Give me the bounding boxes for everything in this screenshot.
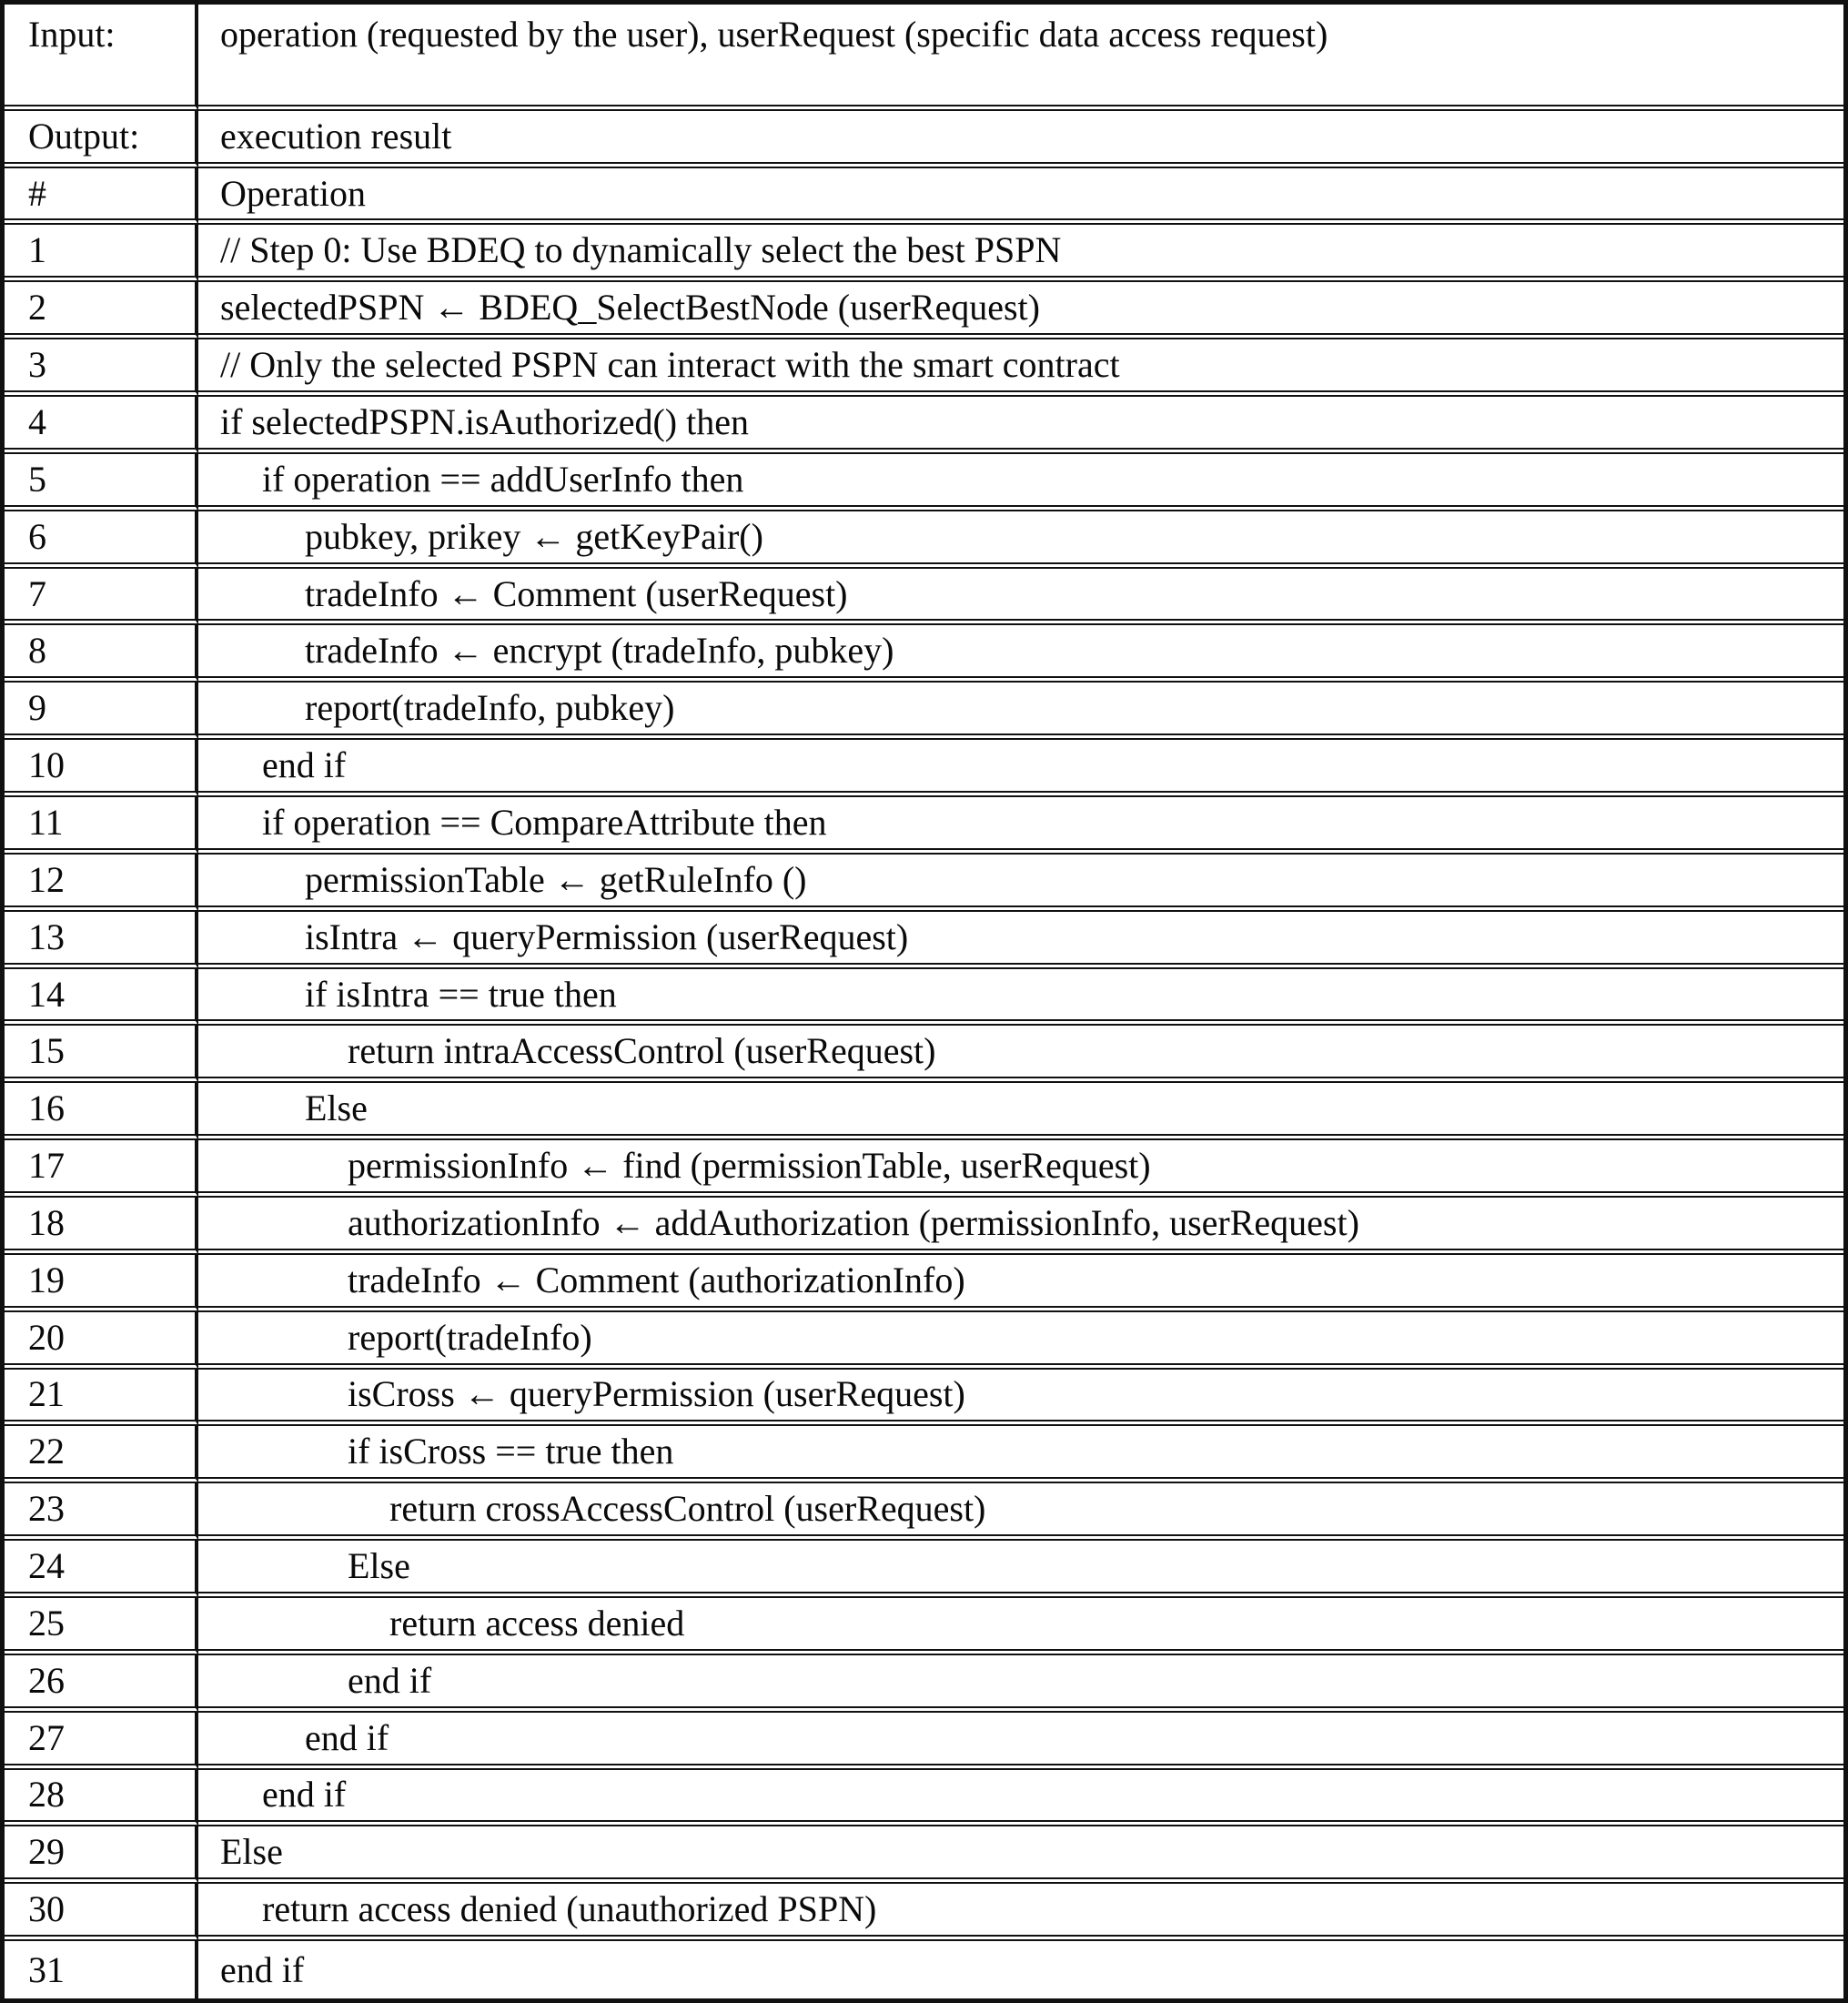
line-number-cell: 22 <box>5 1426 198 1483</box>
line-number-cell: 5 <box>5 454 198 511</box>
line-number-cell: 26 <box>5 1655 198 1713</box>
pseudocode-text-cell: Operation <box>198 168 1843 226</box>
pseudocode-text-cell: execution result <box>198 111 1843 168</box>
pseudocode-text-cell: end if <box>198 1713 1843 1770</box>
pseudocode-text-cell: Else <box>198 1541 1843 1598</box>
pseudocode-text-cell: report(tradeInfo) <box>198 1312 1843 1370</box>
pseudocode-text-cell: isCross ← queryPermission (userRequest) <box>198 1370 1843 1427</box>
line-number-cell: 6 <box>5 511 198 569</box>
pseudocode-text-cell: pubkey, prikey ← getKeyPair() <box>198 511 1843 569</box>
pseudocode-text-cell: // Only the selected PSPN can interact with the smart contract <box>198 339 1843 397</box>
pseudocode-text-cell: return access denied (unauthorized PSPN) <box>198 1884 1843 1941</box>
pseudocode-text-cell: Else <box>198 1826 1843 1884</box>
line-number-cell: 31 <box>5 1941 198 1998</box>
pseudocode-text-cell: end if <box>198 1770 1843 1827</box>
pseudocode-text-cell: if isIntra == true then <box>198 969 1843 1027</box>
line-number-cell: 11 <box>5 797 198 855</box>
line-number-cell: # <box>5 168 198 226</box>
line-number-cell: 9 <box>5 683 198 740</box>
pseudocode-text-cell: operation (requested by the user), userRequest (specific data access request) <box>198 5 1843 111</box>
line-number-cell: 2 <box>5 282 198 339</box>
line-number-cell: Input: <box>5 5 198 111</box>
line-number-cell: 24 <box>5 1541 198 1598</box>
pseudocode-text-cell: isIntra ← queryPermission (userRequest) <box>198 912 1843 969</box>
pseudocode-text-cell: if operation == CompareAttribute then <box>198 797 1843 855</box>
pseudocode-text-cell: return crossAccessControl (userRequest) <box>198 1483 1843 1541</box>
pseudocode-text-cell: tradeInfo ← Comment (userRequest) <box>198 569 1843 626</box>
line-number-cell: 27 <box>5 1713 198 1770</box>
line-number-cell: 21 <box>5 1370 198 1427</box>
line-number-cell: 15 <box>5 1026 198 1083</box>
line-number-cell: 3 <box>5 339 198 397</box>
pseudocode-text-cell: selectedPSPN ← BDEQ_SelectBestNode (userRequest) <box>198 282 1843 339</box>
pseudocode-text-cell: Else <box>198 1083 1843 1140</box>
line-number-cell: 10 <box>5 740 198 797</box>
line-number-cell: 4 <box>5 397 198 454</box>
line-number-cell: 19 <box>5 1255 198 1312</box>
pseudocode-text-cell: authorizationInfo ← addAuthorization (permissionInfo, userRequest) <box>198 1198 1843 1255</box>
pseudocode-text-cell: permissionTable ← getRuleInfo () <box>198 855 1843 912</box>
pseudocode-text-cell: if selectedPSPN.isAuthorized() then <box>198 397 1843 454</box>
pseudocode-text-cell: end if <box>198 740 1843 797</box>
pseudocode-text-cell: if isCross == true then <box>198 1426 1843 1483</box>
line-number-cell: 13 <box>5 912 198 969</box>
line-number-cell: 12 <box>5 855 198 912</box>
line-number-cell: 17 <box>5 1140 198 1198</box>
line-number-cell: 16 <box>5 1083 198 1140</box>
pseudocode-text-cell: end if <box>198 1655 1843 1713</box>
pseudocode-text-cell: tradeInfo ← encrypt (tradeInfo, pubkey) <box>198 625 1843 683</box>
line-number-cell: 14 <box>5 969 198 1027</box>
line-number-cell: 18 <box>5 1198 198 1255</box>
pseudocode-text-cell: return intraAccessControl (userRequest) <box>198 1026 1843 1083</box>
line-number-cell: 1 <box>5 225 198 282</box>
pseudocode-text-cell: end if <box>220 1948 305 1990</box>
line-number-cell: 29 <box>5 1826 198 1884</box>
line-number-cell: 30 <box>5 1884 198 1941</box>
line-number-cell: 7 <box>5 569 198 626</box>
pseudocode-text-cell: return access denied <box>198 1598 1843 1655</box>
pseudocode-text-cell: report(tradeInfo, pubkey) <box>198 683 1843 740</box>
line-number-cell: 23 <box>5 1483 198 1541</box>
line-number-cell: 8 <box>5 625 198 683</box>
pseudocode-text-cell: if operation == addUserInfo then <box>198 454 1843 511</box>
pseudocode-text-cell: permissionInfo ← find (permissionTable, userRequest) <box>198 1140 1843 1198</box>
line-number-cell: 28 <box>5 1770 198 1827</box>
line-number-cell: Output: <box>5 111 198 168</box>
pseudocode-text-cell: tradeInfo ← Comment (authorizationInfo) <box>198 1255 1843 1312</box>
pseudocode-text-cell: // Step 0: Use BDEQ to dynamically select the best PSPN <box>198 225 1843 282</box>
line-number-cell: 20 <box>5 1312 198 1370</box>
line-number-cell: 25 <box>5 1598 198 1655</box>
